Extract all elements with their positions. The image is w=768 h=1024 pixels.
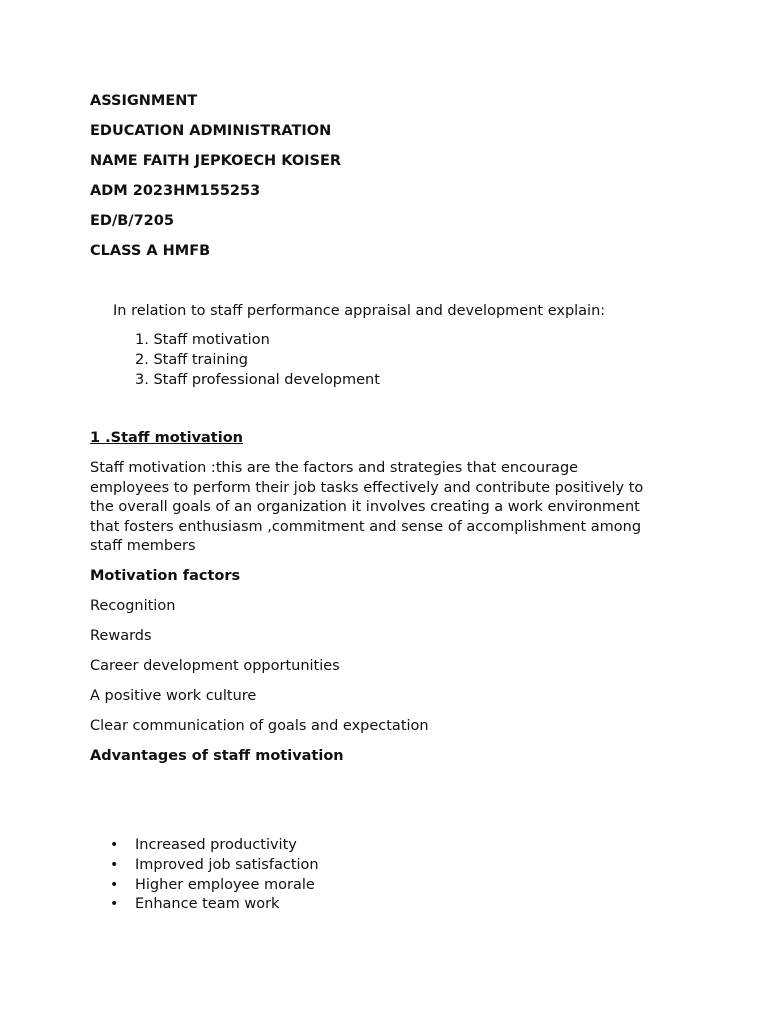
header-course: EDUCATION ADMINISTRATION xyxy=(90,123,332,139)
bullet-icon: • xyxy=(110,877,119,893)
section-paragraph xyxy=(90,459,682,557)
advantage-item: Higher employee morale xyxy=(135,877,315,893)
bullet-icon: • xyxy=(110,837,119,853)
bullet-icon: • xyxy=(110,857,119,873)
question-item: 3. Staff professional development xyxy=(135,372,380,388)
header-adm: ADM 2023HM155253 xyxy=(90,183,261,199)
bullet-icon: • xyxy=(110,896,119,912)
paragraph-line: Staff motivation :this are the factors and strategies that encourage xyxy=(90,460,579,476)
paragraph-line: employees to perform their job tasks effectively and contribute positively to xyxy=(90,479,644,496)
question-intro: In relation to staff performance appraisal and development explain: xyxy=(113,303,606,319)
question-item: 1. Staff motivation xyxy=(135,332,270,348)
factors-heading: Motivation factors xyxy=(90,568,241,584)
advantages-heading: Advantages of staff motivation xyxy=(90,748,344,764)
header-class: CLASS A HMFB xyxy=(90,243,211,259)
factor-item: Career development opportunities xyxy=(90,658,340,674)
factor-item: Rewards xyxy=(90,628,152,644)
section-heading: 1 .Staff motivation xyxy=(90,430,243,446)
header-assignment: ASSIGNMENT xyxy=(90,93,198,109)
paragraph-line: that fosters enthusiasm ,commitment and sense of accomplishment among xyxy=(90,518,642,535)
advantage-item: Increased productivity xyxy=(135,837,297,853)
advantage-item: Improved job satisfaction xyxy=(135,857,319,873)
factor-item: A positive work culture xyxy=(90,688,257,704)
question-item: 2. Staff training xyxy=(135,352,248,368)
header-code: ED/B/7205 xyxy=(90,213,174,229)
advantage-item: Enhance team work xyxy=(135,896,280,912)
header-name: NAME FAITH JEPKOECH KOISER xyxy=(90,153,342,169)
factor-item: Clear communication of goals and expectation xyxy=(90,718,429,734)
factor-item: Recognition xyxy=(90,598,176,614)
paragraph-line: staff members xyxy=(90,538,196,555)
paragraph-line: the overall goals of an organization it involves creating a work environment xyxy=(90,499,640,516)
